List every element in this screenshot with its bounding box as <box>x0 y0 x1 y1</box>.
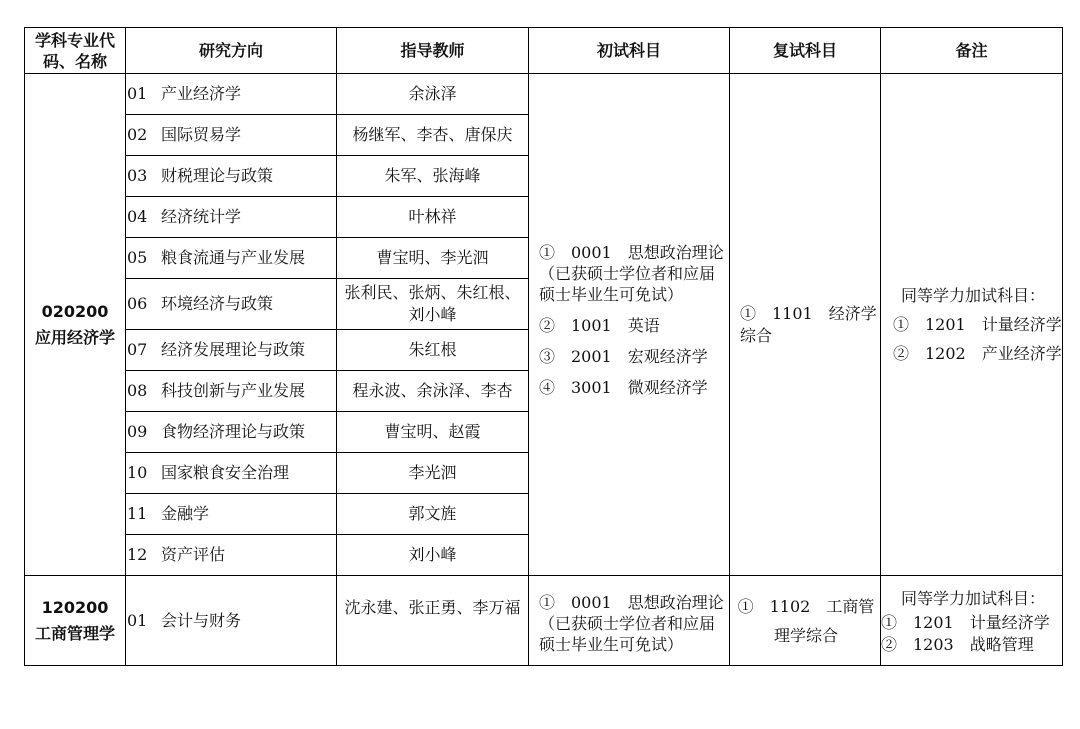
program-name: 应用经济学 <box>34 327 115 347</box>
program-code-name <box>25 74 126 576</box>
direction-cell: 07 经济发展理论与政策 <box>126 330 337 371</box>
program-code: 120200 <box>41 597 109 617</box>
program-name: 工商管理学 <box>34 623 115 643</box>
direction-cell: 08 科技创新与产业发展 <box>126 371 337 412</box>
exam-item-note: （已获硕士学位者和应届硕士毕业生可免试） <box>539 614 716 654</box>
direction-cell: 04 经济统计学 <box>126 197 337 238</box>
program-table <box>24 27 1063 666</box>
teacher-cell: 曹宝明、赵霞 <box>337 412 529 453</box>
teacher-cell: 曹宝明、李光泗 <box>337 238 529 279</box>
exam-item-note: （已获硕士学位者和应届硕士毕业生可免试） <box>539 263 716 304</box>
teacher-cell: 余泳泽 <box>337 74 529 115</box>
remarks-item: ② 1203 战略管理 <box>881 634 1034 654</box>
remarks-item: ① 1201 计量经济学 <box>881 612 1050 632</box>
direction-cell: 01 产业经济学 <box>126 74 337 115</box>
retest-subject: ① 1102 工商管理学综合 <box>730 576 881 666</box>
teacher-cell: 程永波、余泳泽、李杏 <box>337 371 529 412</box>
teacher-cell: 朱军、张海峰 <box>337 156 529 197</box>
header-note: 备注 <box>881 28 1063 74</box>
retest-subject: ① 1101 经济学综合 <box>730 74 881 576</box>
direction-cell: 02 国际贸易学 <box>126 115 337 156</box>
teacher-cell: 叶林祥 <box>337 197 529 238</box>
teacher-cell: 郭文旌 <box>337 494 529 535</box>
teacher-cell: 朱红根 <box>337 330 529 371</box>
exam-item: ④ 3001 微观经济学 <box>539 377 708 397</box>
direction-cell: 09 食物经济理论与政策 <box>126 412 337 453</box>
table-row <box>25 576 1063 666</box>
program-code-name <box>25 576 126 666</box>
teacher-cell: 沈永建、张正勇、李万福 <box>337 576 529 666</box>
exam-item: ① 0001 思想政治理论 <box>539 242 724 262</box>
remarks-item: ① 1201 计量经济学 <box>893 315 1062 334</box>
header-teacher: 指导教师 <box>337 28 529 74</box>
table-row <box>25 74 1063 115</box>
exam-item: ③ 2001 宏观经济学 <box>539 346 708 366</box>
direction-cell: 01 会计与财务 <box>126 576 337 666</box>
remarks-heading: 同等学力加试科目： <box>901 286 1046 305</box>
teacher-cell: 张利民、张炳、朱红根、 刘小峰 <box>337 279 529 330</box>
direction-cell: 05 粮食流通与产业发展 <box>126 238 337 279</box>
direction-cell: 10 国家粮食安全治理 <box>126 453 337 494</box>
direction-cell: 06 环境经济与政策 <box>126 279 337 330</box>
teacher-cell: 杨继军、李杏、唐保庆 <box>337 115 529 156</box>
teacher-cell: 李光泗 <box>337 453 529 494</box>
exam-item: ① 0001 思想政治理论 <box>539 593 724 612</box>
exam-subjects <box>529 576 730 666</box>
teacher-cell: 刘小峰 <box>337 535 529 576</box>
remarks-heading: 同等学力加试科目： <box>901 588 1046 608</box>
program-code: 020200 <box>41 301 109 321</box>
header-retest: 复试科目 <box>730 28 881 74</box>
direction-cell: 11 金融学 <box>126 494 337 535</box>
header-code-name: 学科专业代 码、名称 <box>25 28 126 74</box>
exam-subjects <box>529 74 730 576</box>
remarks <box>881 576 1063 666</box>
direction-cell: 12 资产评估 <box>126 535 337 576</box>
header-direction: 研究方向 <box>126 28 337 74</box>
table-header-row <box>25 28 1063 74</box>
direction-cell: 03 财税理论与政策 <box>126 156 337 197</box>
exam-item: ② 1001 英语 <box>539 315 660 335</box>
remarks <box>881 74 1063 576</box>
remarks-item: ② 1202 产业经济学 <box>893 344 1062 363</box>
header-exam: 初试科目 <box>529 28 730 74</box>
